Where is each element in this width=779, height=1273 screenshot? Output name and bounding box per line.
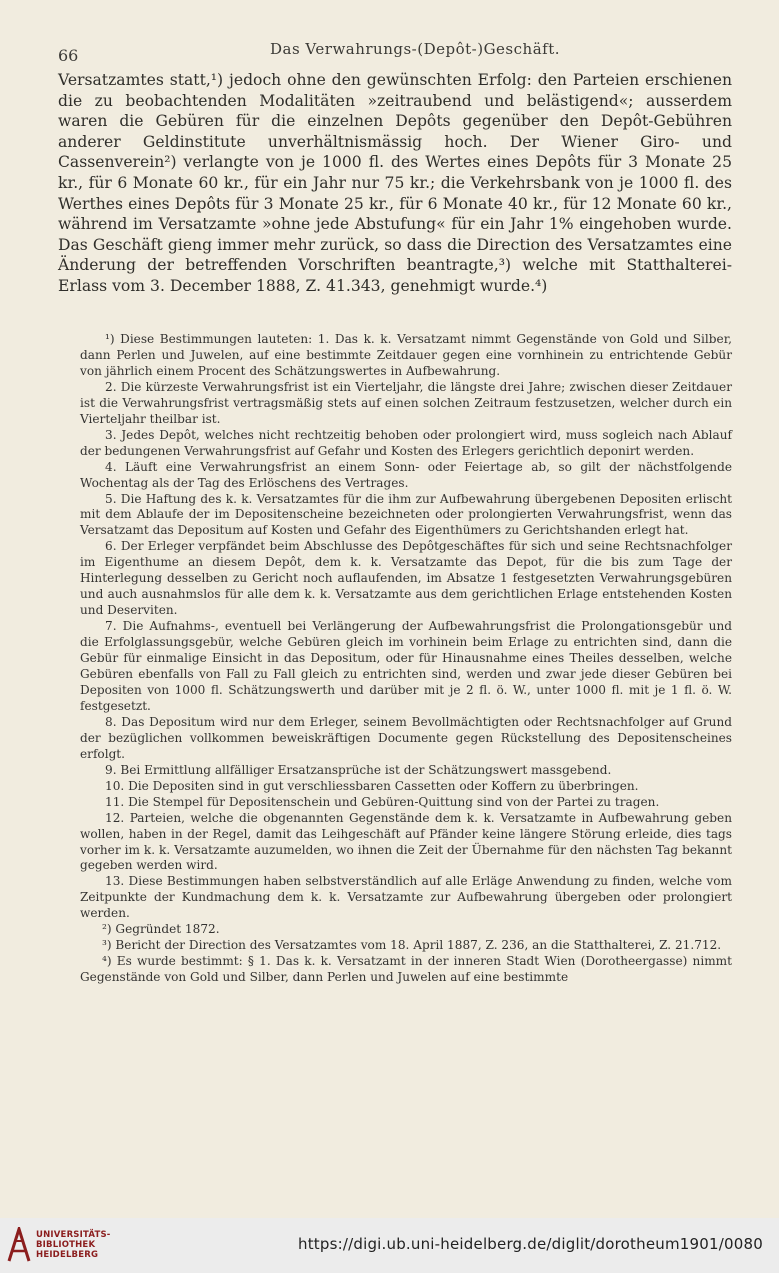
library-emblem-icon [6, 1227, 32, 1263]
footnote-1-item-1: ¹) Diese Bestimmungen lauteten: 1. Das k. k. Versatzamt nimmt Gegenstände von Gold und Silber, dann Perlen und Juwelen, auf eine bestimmte Zeitdauer gegen eine vornhinein zu entrichtende Gebür von jährlich einem Procent des Schätzungswertes in Aufbewahrung. [80, 332, 732, 378]
footnote-4: ⁴) Es wurde bestimmt: § 1. Das k. k. Versatzamt in der inneren Stadt Wien (Dorotheergasse) nimmt Gegenstände von Gold und Silber, dann Perlen und Juwelen auf eine bestimmte [80, 954, 732, 985]
footnote-1-item-11: 11. Die Stempel für Depositenschein und Gebüren-Quittung sind von der Partei zu tragen. [105, 794, 660, 809]
permalink-url[interactable]: https://digi.ub.uni-heidelberg.de/diglit/dorotheum1901/0080 [297, 1235, 763, 1253]
body-paragraph: Versatzamtes statt,¹) jedoch ohne den gewünschten Erfolg: den Parteien erschienen die zu beobachtenden Modalitäten »zeitraubend und belästigend«; ausserdem waren die Gebüren für die einzelnen Depôts gegenüber den Depôt-Gebühren anderer Geldinstitute unverhältnismässig hoch. Der Wiener Giro- und Cassenverein²) verlangte von je 1000 fl. des Wertes eines Depôts für 3 Monate 25 kr., für 6 Monate 60 kr., für ein Jahr nur 75 kr.; die Verkehrsbank von je 1000 fl. des Werthes eines Depôts für 3 Monate 25 kr., für 6 Monate 40 kr., für 12 Monate 60 kr., während im Versatzamte »ohne jede Abstufung« für ein Jahr 1% eingehoben wurde. Das Geschäft gieng immer mehr zurück, so dass die Direction des Versatzamtes eine Änderung der betreffenden Vorschriften beantragte,³) welche mit Statthalterei-Erlass vom 3. December 1888, Z. 41.343, genehmigt wurde.⁴) [58, 71, 732, 295]
footnote-1-item-5: 5. Die Haftung des k. k. Versatzamtes für die ihm zur Aufbewahrung übergebenen Depositen erlischt mit dem Ablaufe der im Depositenscheine bezeichneten oder prolongierten Verwahrungsfrist, wenn das Versatzamt das Depositum auf Kosten und Gefahr des Eigenthümers zu Gerichtshanden erlegt hat. [80, 491, 732, 538]
logo-text [36, 1230, 111, 1260]
page-number: 66 [58, 46, 79, 65]
footnote-1-item-9: 9. Bei Ermittlung allfälliger Ersatzansprüche ist der Schätzungswert massgebend. [105, 762, 612, 777]
logo-line-2: BIBLIOTHEK [36, 1240, 96, 1250]
page-header [58, 40, 738, 66]
footnote-1-item-13: 13. Diese Bestimmungen haben selbstverständlich auf alle Erläge Anwendung zu finden, welche vom Zeitpunkte der Kundmachung dem k. k. Versatzamte zur Aufbewahrung übergeben oder prolongiert werden. [80, 874, 732, 921]
footnote-1-item-12: 12. Parteien, welche die obgenannten Gegenstände dem k. k. Versatzamte in Aufbewahrung geben wollen, haben in der Regel, damit das Leihgeschäft auf Pfänder keine längere Störung erleide, dies tags vorher im k. k. Versatzamte auzumelden, wo ihnen die Zeit der Übernahme für den nächsten Tag bekannt gegeben werden wird. [80, 810, 732, 873]
footnote-1-item-6: 6. Der Erleger verpfändet beim Abschlusse des Depôtgeschäftes für sich und seine Rechtsnachfolger im Eigenthume an diesem Depôt, dem k. k. Versatzamte das Depot, für die bis zum Tage der Hinterlegung desselben zu Gericht noch auflaufenden, im Absatze 1 festgesetzten Verwahrungsgebüren und auch ausnahmslos für alle dem k. k. Versatzamte aus dem gerichtlichen Erlage entstehenden Kosten und Deserviten. [80, 539, 732, 618]
footnote-1-item-3: 3. Jedes Depôt, welches nicht rechtzeitig behoben oder prolongiert wird, muss sogleich nach Ablauf der bedungenen Verwahrungsfrist auf Gefahr und Kosten des Erlegers gerichtlich deponirt werden. [80, 427, 732, 458]
footnote-1-item-8: 8. Das Depositum wird nur dem Erleger, seinem Bevollmächtigten oder Rechtsnachfolger auf Grund der bezüglichen vollkommen beweiskräftigen Documente gegen Rückstellung des Depositenscheines erfolgt. [80, 714, 732, 761]
footnote-1-item-2: 2. Die kürzeste Verwahrungsfrist ist ein Vierteljahr, die längste drei Jahre; zwischen dieser Zeitdauer ist die Verwahrungsfrist vertragsmäßig stets auf einen solchen Zeitraum festzusetzen, welcher durch ein Vierteljahr theilbar ist. [80, 379, 732, 426]
main-text [58, 70, 732, 297]
footnote-1-item-4: 4. Läuft eine Verwahrungsfrist an einem Sonn- oder Feiertage ab, so gilt der nächstfolgende Wochentag als der Tag des Erlöschens des Vertrages. [80, 459, 732, 490]
footnote-1-item-10: 10. Die Depositen sind in gut verschliessbaren Cassetten oder Koffern zu überbringen. [105, 778, 639, 793]
logo-line-1: UNIVERSITÄTS- [36, 1230, 111, 1240]
footnotes [80, 332, 732, 986]
logo-line-3: HEIDELBERG [36, 1250, 99, 1260]
footnote-2: ²) Gegründet 1872. [102, 922, 220, 937]
footnote-1-item-7: 7. Die Aufnahms-, eventuell bei Verlängerung der Aufbewahrungsfrist die Prolongationsgebür und die Erfolglassungsgebür, welche Gebüren gleich im vorhinein beim Erlage zu entrichten sind, dann die Gebür für einmalige Einsicht in das Depositum, oder für Hinausnahme eines Theiles desselben, welche Gebüren ebenfalls von Fall zu Fall gleich zu entrichten sind, werden und zwar jede dieser Gebüren bei Depositen von 1000 fl. Schätzungswerth und darüber mit je 2 fl. ö. W., unter 1000 fl. mit je 1 fl. ö. W. festgesetzt. [80, 619, 732, 713]
footnote-3: ³) Bericht der Direction des Versatzamtes vom 18. April 1887, Z. 236, an die Statthalterei, Z. 21.712. [102, 938, 722, 953]
running-head: Das Verwahrungs-(Depôt-)Geschäft. [270, 40, 560, 58]
viewer-footer [0, 1218, 779, 1273]
library-logo[interactable] [6, 1227, 116, 1267]
